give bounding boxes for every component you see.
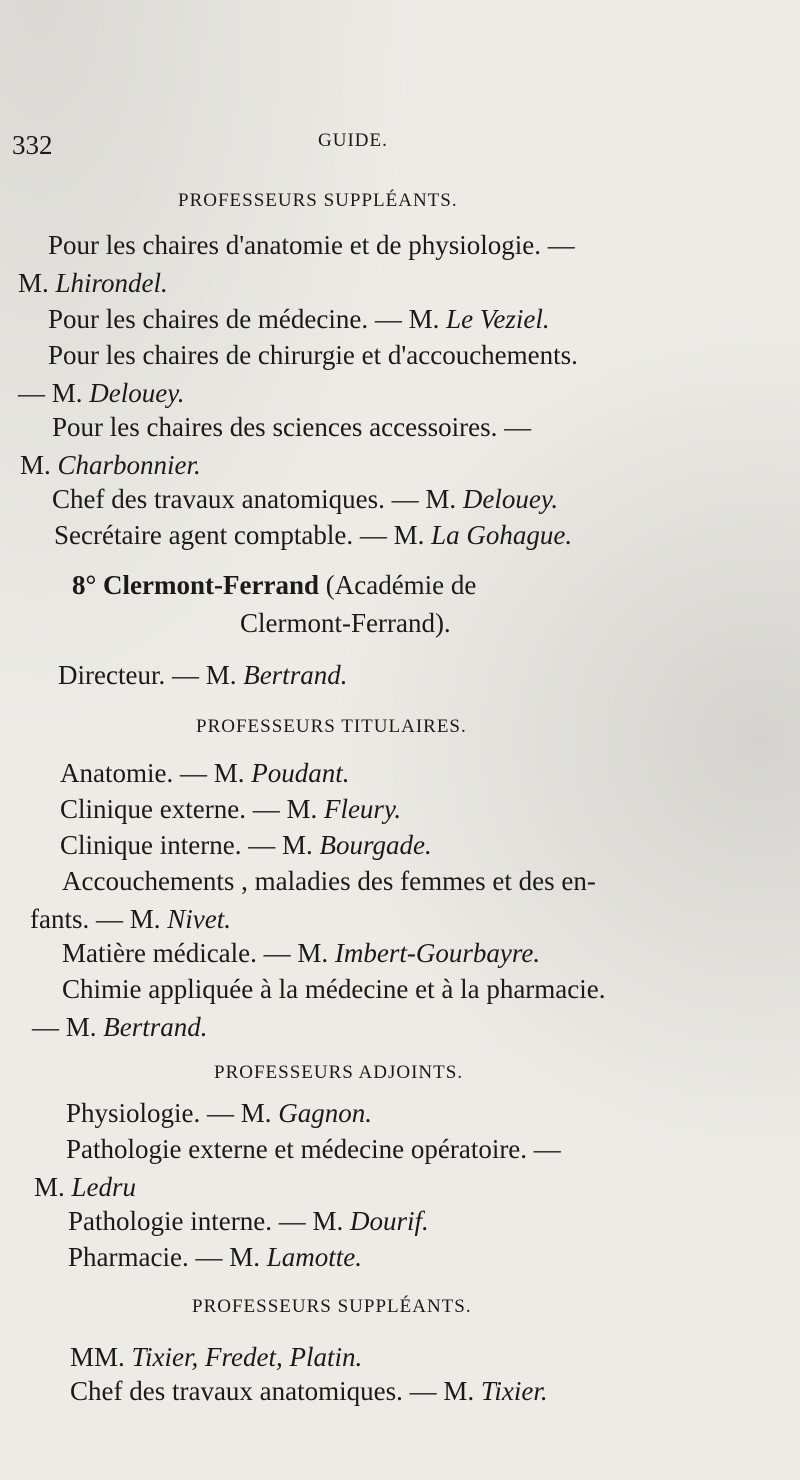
text-line: Secrétaire agent comptable. — M. La Gohague. bbox=[54, 520, 573, 550]
text-line: Chimie appliquée à la médecine et à la pharmacie. bbox=[62, 974, 606, 1004]
text-line: Clinique externe. — M. Fleury. bbox=[60, 794, 402, 824]
text-line: Chef des travaux anatomiques. — M. Tixier. bbox=[70, 1376, 548, 1406]
text-line: Physiologie. — M. Gagnon. bbox=[66, 1098, 373, 1128]
text-line: Pharmacie. — M. Lamotte. bbox=[68, 1242, 362, 1272]
text-line: M. Ledru bbox=[34, 1172, 137, 1202]
section-heading-adjoints: PROFESSEURS ADJOINTS. bbox=[214, 1062, 464, 1083]
text-line: Pour les chaires d'anatomie et de physiologie. — bbox=[48, 230, 575, 260]
text-line: Anatomie. — M. Poudant. bbox=[60, 758, 350, 788]
section-heading-titulaires: PROFESSEURS TITULAIRES. bbox=[196, 716, 467, 737]
text-line: M. Lhirondel. bbox=[18, 268, 168, 298]
city-heading: 8° Clermont-Ferrand (Académie de bbox=[72, 570, 477, 600]
text-line: Matière médicale. — M. Imbert-Gourbayre. bbox=[62, 938, 541, 968]
section-heading-suppleants-2: PROFESSEURS SUPPLÉANTS. bbox=[192, 1296, 472, 1317]
page-header bbox=[12, 130, 800, 166]
section-heading-suppleants: PROFESSEURS SUPPLÉANTS. bbox=[178, 190, 458, 211]
text-line: Pour les chaires de médecine. — M. Le Veziel. bbox=[48, 304, 550, 334]
page-number: 332 bbox=[12, 130, 53, 160]
directeur-line: Directeur. — M. Bertrand. bbox=[58, 660, 348, 690]
text-line: Pour les chaires de chirurgie et d'accouchements. bbox=[48, 340, 578, 370]
text-line: Pathologie interne. — M. Dourif. bbox=[68, 1206, 429, 1236]
text-line: Pour les chaires des sciences accessoires. — bbox=[52, 412, 532, 442]
text-line: fants. — M. Nivet. bbox=[30, 904, 231, 934]
text-line: Clinique interne. — M. Bourgade. bbox=[60, 830, 432, 860]
text-line: Pathologie externe et médecine opératoire. — bbox=[66, 1134, 561, 1164]
city-heading-cont: Clermont-Ferrand). bbox=[240, 608, 451, 638]
text-line: — M. Bertrand. bbox=[32, 1012, 208, 1042]
running-title: GUIDE. bbox=[318, 130, 388, 151]
text-line: Chef des travaux anatomiques. — M. Delouey. bbox=[52, 484, 559, 514]
text-line: M. Charbonnier. bbox=[20, 450, 201, 480]
text-line: MM. Tixier, Fredet, Platin. bbox=[70, 1342, 363, 1372]
text-line: — M. Delouey. bbox=[18, 378, 185, 408]
text-line: Accouchements , maladies des femmes et des en- bbox=[62, 866, 596, 896]
